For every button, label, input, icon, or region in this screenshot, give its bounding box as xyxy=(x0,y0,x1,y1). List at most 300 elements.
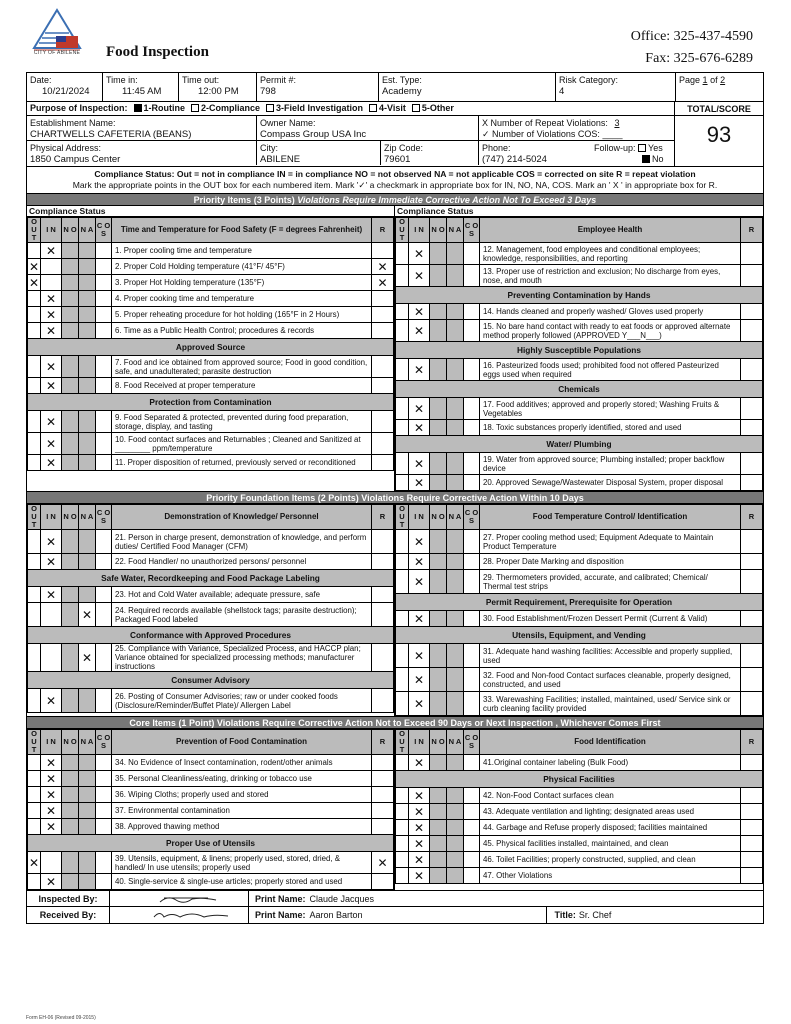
purpose-other[interactable] xyxy=(412,103,454,114)
mark-out[interactable] xyxy=(396,304,409,320)
mark-cos[interactable] xyxy=(96,259,112,275)
mark-out[interactable] xyxy=(396,820,409,836)
mark-in[interactable]: ✕ xyxy=(41,803,62,819)
mark-cos[interactable] xyxy=(96,803,112,819)
mark-na[interactable] xyxy=(79,530,96,554)
mark-repeat[interactable] xyxy=(741,453,763,475)
mark-repeat[interactable] xyxy=(372,307,394,323)
mark-in[interactable]: ✕ xyxy=(409,530,430,554)
mark-cos[interactable] xyxy=(464,836,480,852)
mark-out[interactable] xyxy=(396,530,409,554)
mark-na[interactable] xyxy=(447,570,464,594)
mark-na[interactable]: ✕ xyxy=(79,644,96,672)
mark-na[interactable] xyxy=(447,788,464,804)
mark-out[interactable] xyxy=(396,475,409,491)
mark-repeat[interactable] xyxy=(372,243,394,259)
mark-out[interactable] xyxy=(28,378,41,394)
mark-in[interactable]: ✕ xyxy=(41,307,62,323)
mark-no[interactable] xyxy=(430,243,447,265)
mark-cos[interactable] xyxy=(464,570,480,594)
mark-in[interactable]: ✕ xyxy=(409,243,430,265)
mark-no[interactable] xyxy=(62,433,79,455)
mark-repeat[interactable] xyxy=(741,820,763,836)
mark-repeat[interactable] xyxy=(741,852,763,868)
mark-cos[interactable] xyxy=(96,587,112,603)
mark-out[interactable]: ✕ xyxy=(28,852,41,874)
mark-na[interactable] xyxy=(447,359,464,381)
mark-repeat[interactable] xyxy=(741,420,763,436)
mark-cos[interactable] xyxy=(464,554,480,570)
mark-cos[interactable] xyxy=(96,689,112,713)
mark-repeat[interactable] xyxy=(372,803,394,819)
mark-no[interactable] xyxy=(62,644,79,672)
mark-na[interactable] xyxy=(447,420,464,436)
mark-cos[interactable] xyxy=(96,787,112,803)
mark-na[interactable] xyxy=(79,819,96,835)
mark-na[interactable] xyxy=(447,453,464,475)
mark-na[interactable] xyxy=(79,852,96,874)
mark-na[interactable] xyxy=(79,455,96,471)
mark-out[interactable] xyxy=(396,644,409,668)
mark-out[interactable] xyxy=(28,554,41,570)
mark-out[interactable] xyxy=(396,611,409,627)
mark-out[interactable] xyxy=(28,291,41,307)
mark-out[interactable] xyxy=(28,689,41,713)
mark-no[interactable] xyxy=(430,836,447,852)
mark-cos[interactable] xyxy=(464,668,480,692)
mark-cos[interactable] xyxy=(96,307,112,323)
mark-repeat[interactable] xyxy=(741,868,763,884)
mark-in[interactable] xyxy=(41,259,62,275)
mark-no[interactable] xyxy=(62,819,79,835)
mark-no[interactable] xyxy=(62,603,79,627)
mark-no[interactable] xyxy=(430,668,447,692)
mark-out[interactable] xyxy=(28,874,41,890)
mark-in[interactable]: ✕ xyxy=(409,304,430,320)
mark-na[interactable] xyxy=(79,874,96,890)
mark-na[interactable] xyxy=(79,307,96,323)
mark-in[interactable]: ✕ xyxy=(409,453,430,475)
mark-out[interactable] xyxy=(28,819,41,835)
mark-cos[interactable] xyxy=(464,475,480,491)
mark-no[interactable] xyxy=(62,378,79,394)
mark-no[interactable] xyxy=(62,455,79,471)
mark-out[interactable] xyxy=(396,265,409,287)
mark-na[interactable] xyxy=(79,323,96,339)
mark-in[interactable]: ✕ xyxy=(41,755,62,771)
mark-na[interactable] xyxy=(79,689,96,713)
mark-cos[interactable] xyxy=(464,692,480,716)
mark-repeat[interactable] xyxy=(372,455,394,471)
mark-no[interactable] xyxy=(62,803,79,819)
mark-cos[interactable] xyxy=(96,644,112,672)
col-header-r: R xyxy=(372,505,394,530)
mark-na[interactable] xyxy=(447,554,464,570)
mark-out[interactable] xyxy=(396,570,409,594)
mark-repeat[interactable] xyxy=(741,570,763,594)
inspection-item xyxy=(28,771,394,787)
mark-na[interactable] xyxy=(447,755,464,771)
mark-repeat[interactable] xyxy=(741,804,763,820)
mark-na[interactable] xyxy=(79,275,96,291)
mark-in[interactable]: ✕ xyxy=(409,265,430,287)
mark-repeat[interactable] xyxy=(741,755,763,771)
mark-out[interactable] xyxy=(28,433,41,455)
mark-out[interactable] xyxy=(28,307,41,323)
mark-in[interactable]: ✕ xyxy=(409,836,430,852)
item-description: 45. Physical facilities installed, maintained, and clean xyxy=(480,836,741,852)
mark-repeat[interactable] xyxy=(741,668,763,692)
mark-na[interactable] xyxy=(447,868,464,884)
mark-na[interactable] xyxy=(79,433,96,455)
mark-cos[interactable] xyxy=(464,644,480,668)
mark-na[interactable] xyxy=(79,803,96,819)
mark-na[interactable] xyxy=(447,611,464,627)
mark-cos[interactable] xyxy=(96,771,112,787)
mark-in[interactable] xyxy=(41,603,62,627)
mark-out[interactable] xyxy=(396,320,409,342)
mark-in[interactable]: ✕ xyxy=(409,398,430,420)
mark-na[interactable] xyxy=(79,259,96,275)
mark-repeat[interactable] xyxy=(741,692,763,716)
mark-in[interactable]: ✕ xyxy=(41,874,62,890)
inspection-item xyxy=(28,689,394,713)
mark-cos[interactable] xyxy=(96,243,112,259)
mark-repeat[interactable] xyxy=(741,554,763,570)
mark-out[interactable] xyxy=(28,530,41,554)
mark-out[interactable] xyxy=(396,804,409,820)
mark-in[interactable]: ✕ xyxy=(41,291,62,307)
mark-repeat[interactable] xyxy=(741,304,763,320)
mark-no[interactable] xyxy=(62,852,79,874)
mark-repeat[interactable] xyxy=(741,398,763,420)
mark-out[interactable] xyxy=(396,554,409,570)
mark-out[interactable] xyxy=(396,420,409,436)
mark-in[interactable]: ✕ xyxy=(409,420,430,436)
mark-cos[interactable] xyxy=(464,852,480,868)
mark-in[interactable]: ✕ xyxy=(409,359,430,381)
followup-no[interactable] xyxy=(594,154,671,165)
mark-cos[interactable] xyxy=(96,275,112,291)
mark-no[interactable] xyxy=(62,291,79,307)
mark-no[interactable] xyxy=(62,411,79,433)
mark-na[interactable] xyxy=(447,836,464,852)
mark-cos[interactable] xyxy=(96,378,112,394)
mark-out[interactable] xyxy=(396,243,409,265)
mark-in[interactable]: ✕ xyxy=(409,320,430,342)
mark-cos[interactable] xyxy=(464,611,480,627)
core-bar: Core Items (1 Point) Violations Require Corrective Action Not to Exceed 90 Days or Next Inspection , Whichever Comes First xyxy=(27,717,763,729)
mark-no[interactable] xyxy=(62,587,79,603)
mark-na[interactable] xyxy=(447,852,464,868)
mark-out[interactable] xyxy=(28,771,41,787)
mark-no[interactable] xyxy=(62,356,79,378)
mark-na[interactable] xyxy=(447,243,464,265)
mark-in[interactable]: ✕ xyxy=(409,611,430,627)
mark-in[interactable]: ✕ xyxy=(41,433,62,455)
mark-cos[interactable] xyxy=(464,420,480,436)
mark-na[interactable] xyxy=(79,587,96,603)
mark-na[interactable] xyxy=(447,820,464,836)
mark-cos[interactable] xyxy=(464,868,480,884)
mark-na[interactable] xyxy=(79,554,96,570)
mark-out[interactable] xyxy=(28,803,41,819)
mark-out[interactable] xyxy=(28,243,41,259)
mark-na[interactable] xyxy=(447,304,464,320)
mark-repeat[interactable]: ✕ xyxy=(372,275,394,291)
mark-no[interactable] xyxy=(62,530,79,554)
mark-no[interactable] xyxy=(430,398,447,420)
followup-yes[interactable] xyxy=(638,143,663,153)
mark-in[interactable]: ✕ xyxy=(409,554,430,570)
mark-in[interactable]: ✕ xyxy=(41,323,62,339)
mark-in[interactable]: ✕ xyxy=(41,771,62,787)
mark-no[interactable] xyxy=(430,359,447,381)
mark-na[interactable] xyxy=(79,356,96,378)
mark-repeat[interactable] xyxy=(372,771,394,787)
mark-in[interactable]: ✕ xyxy=(41,689,62,713)
mark-no[interactable] xyxy=(430,304,447,320)
mark-out[interactable] xyxy=(396,668,409,692)
mark-repeat[interactable] xyxy=(372,291,394,307)
mark-no[interactable] xyxy=(430,644,447,668)
mark-repeat[interactable] xyxy=(741,320,763,342)
mark-no[interactable] xyxy=(430,692,447,716)
mark-repeat[interactable] xyxy=(741,243,763,265)
mark-in[interactable]: ✕ xyxy=(409,644,430,668)
mark-na[interactable] xyxy=(79,291,96,307)
mark-out[interactable] xyxy=(28,755,41,771)
mark-na[interactable] xyxy=(79,787,96,803)
mark-cos[interactable] xyxy=(96,356,112,378)
mark-out[interactable] xyxy=(396,453,409,475)
mark-no[interactable] xyxy=(62,323,79,339)
mark-na[interactable] xyxy=(447,530,464,554)
mark-no[interactable] xyxy=(430,265,447,287)
mark-out[interactable]: ✕ xyxy=(28,275,40,290)
mark-out[interactable] xyxy=(396,359,409,381)
mark-out[interactable] xyxy=(396,868,409,884)
mark-no[interactable] xyxy=(430,868,447,884)
est-name-value: CHARTWELLS CAFETERIA (BEANS) xyxy=(30,129,192,140)
mark-cos[interactable] xyxy=(96,819,112,835)
mark-repeat[interactable] xyxy=(372,819,394,835)
mark-na[interactable] xyxy=(447,644,464,668)
mark-in[interactable] xyxy=(41,852,62,874)
mark-no[interactable] xyxy=(62,259,79,275)
mark-out[interactable] xyxy=(396,398,409,420)
mark-in[interactable]: ✕ xyxy=(41,530,62,554)
mark-na[interactable] xyxy=(447,265,464,287)
mark-in[interactable]: ✕ xyxy=(41,411,62,433)
risk-cell xyxy=(556,73,676,101)
mark-out[interactable] xyxy=(28,603,41,627)
mark-cos[interactable] xyxy=(96,755,112,771)
mark-cos[interactable] xyxy=(96,603,112,627)
mark-no[interactable] xyxy=(62,554,79,570)
mark-cos[interactable] xyxy=(96,554,112,570)
mark-na[interactable] xyxy=(79,378,96,394)
mark-cos[interactable] xyxy=(464,265,480,287)
mark-no[interactable] xyxy=(430,611,447,627)
mark-repeat[interactable] xyxy=(741,530,763,554)
mark-in[interactable] xyxy=(41,644,62,672)
mark-repeat[interactable] xyxy=(372,644,394,672)
mark-in[interactable]: ✕ xyxy=(409,820,430,836)
mark-no[interactable] xyxy=(430,475,447,491)
address-label: Physical Address: xyxy=(30,143,102,153)
mark-in[interactable]: ✕ xyxy=(409,570,430,594)
mark-out[interactable] xyxy=(396,788,409,804)
mark-out[interactable] xyxy=(28,587,41,603)
mark-cos[interactable] xyxy=(464,243,480,265)
mark-cos[interactable] xyxy=(464,530,480,554)
mark-no[interactable] xyxy=(430,755,447,771)
mark-out[interactable] xyxy=(396,836,409,852)
purpose-compliance[interactable] xyxy=(191,103,260,114)
mark-cos[interactable] xyxy=(464,453,480,475)
mark-in[interactable]: ✕ xyxy=(409,788,430,804)
mark-out[interactable] xyxy=(28,644,41,672)
mark-cos[interactable] xyxy=(96,323,112,339)
mark-out[interactable] xyxy=(396,692,409,716)
mark-repeat[interactable] xyxy=(372,755,394,771)
mark-in[interactable]: ✕ xyxy=(41,587,62,603)
mark-in[interactable]: ✕ xyxy=(41,356,62,378)
mark-repeat[interactable] xyxy=(372,530,394,554)
mark-in[interactable]: ✕ xyxy=(409,804,430,820)
mark-repeat[interactable] xyxy=(372,378,394,394)
mark-repeat[interactable] xyxy=(372,787,394,803)
mark-no[interactable] xyxy=(430,788,447,804)
mark-in[interactable]: ✕ xyxy=(409,668,430,692)
mark-repeat[interactable] xyxy=(372,411,394,433)
mark-na[interactable] xyxy=(79,771,96,787)
mark-cos[interactable] xyxy=(96,852,112,874)
mark-repeat[interactable] xyxy=(372,356,394,378)
mark-no[interactable] xyxy=(62,689,79,713)
mark-repeat[interactable] xyxy=(741,265,763,287)
mark-repeat[interactable] xyxy=(741,644,763,668)
mark-no[interactable] xyxy=(430,570,447,594)
mark-in[interactable]: ✕ xyxy=(41,787,62,803)
mark-out[interactable] xyxy=(28,323,41,339)
mark-no[interactable] xyxy=(62,307,79,323)
mark-na[interactable] xyxy=(79,411,96,433)
mark-repeat[interactable]: ✕ xyxy=(372,259,394,275)
mark-na[interactable] xyxy=(447,804,464,820)
purpose-field[interactable] xyxy=(266,103,363,114)
mark-na[interactable] xyxy=(447,398,464,420)
mark-cos[interactable] xyxy=(96,433,112,455)
inspection-item xyxy=(396,530,763,554)
mark-no[interactable] xyxy=(62,874,79,890)
mark-cos[interactable] xyxy=(96,874,112,890)
mark-cos[interactable] xyxy=(464,755,480,771)
mark-no[interactable] xyxy=(430,420,447,436)
mark-in[interactable]: ✕ xyxy=(41,378,62,394)
mark-repeat[interactable] xyxy=(372,587,394,603)
mark-cos[interactable] xyxy=(96,411,112,433)
mark-repeat[interactable] xyxy=(372,603,394,627)
mark-in[interactable]: ✕ xyxy=(41,243,62,259)
mark-out[interactable] xyxy=(28,356,41,378)
mark-cos[interactable] xyxy=(96,455,112,471)
mark-out[interactable] xyxy=(28,787,41,803)
mark-repeat[interactable] xyxy=(741,836,763,852)
mark-in[interactable] xyxy=(41,275,62,291)
purpose-visit[interactable] xyxy=(369,103,406,114)
mark-in[interactable]: ✕ xyxy=(41,455,62,471)
mark-out[interactable] xyxy=(28,411,41,433)
mark-repeat[interactable] xyxy=(372,323,394,339)
mark-cos[interactable] xyxy=(464,788,480,804)
mark-cos[interactable] xyxy=(464,320,480,342)
mark-na[interactable] xyxy=(447,475,464,491)
mark-out[interactable] xyxy=(28,455,41,471)
mark-cos[interactable] xyxy=(464,398,480,420)
mark-cos[interactable] xyxy=(96,291,112,307)
permit-cell xyxy=(257,73,379,101)
mark-no[interactable] xyxy=(430,530,447,554)
mark-no[interactable] xyxy=(62,755,79,771)
mark-repeat[interactable] xyxy=(372,433,394,455)
purpose-routine[interactable] xyxy=(134,103,186,114)
mark-cos[interactable] xyxy=(464,359,480,381)
mark-repeat[interactable]: ✕ xyxy=(372,852,394,874)
mark-repeat[interactable] xyxy=(741,611,763,627)
mark-no[interactable] xyxy=(62,243,79,259)
mark-out[interactable] xyxy=(396,755,409,771)
mark-cos[interactable] xyxy=(464,820,480,836)
mark-no[interactable] xyxy=(62,275,79,291)
mark-na[interactable] xyxy=(447,668,464,692)
mark-out[interactable] xyxy=(396,852,409,868)
items-table xyxy=(27,504,394,713)
mark-in[interactable]: ✕ xyxy=(409,692,430,716)
mark-no[interactable] xyxy=(430,554,447,570)
mark-repeat[interactable] xyxy=(741,788,763,804)
mark-repeat[interactable] xyxy=(372,689,394,713)
mark-in[interactable]: ✕ xyxy=(409,755,430,771)
mark-no[interactable] xyxy=(430,804,447,820)
mark-repeat[interactable] xyxy=(372,874,394,890)
mark-na[interactable]: ✕ xyxy=(79,603,96,627)
mark-repeat[interactable] xyxy=(741,359,763,381)
mark-no[interactable] xyxy=(430,852,447,868)
mark-na[interactable] xyxy=(79,243,96,259)
mark-na[interactable] xyxy=(447,320,464,342)
mark-repeat[interactable] xyxy=(372,554,394,570)
mark-in[interactable]: ✕ xyxy=(41,819,62,835)
mark-cos[interactable] xyxy=(464,304,480,320)
mark-na[interactable] xyxy=(79,755,96,771)
mark-in[interactable]: ✕ xyxy=(409,852,430,868)
mark-no[interactable] xyxy=(430,320,447,342)
mark-no[interactable] xyxy=(430,820,447,836)
mark-no[interactable] xyxy=(62,771,79,787)
mark-repeat[interactable] xyxy=(741,475,763,491)
mark-in[interactable]: ✕ xyxy=(409,475,430,491)
mark-na[interactable] xyxy=(447,692,464,716)
mark-cos[interactable] xyxy=(464,804,480,820)
mark-in[interactable]: ✕ xyxy=(41,554,62,570)
mark-out[interactable]: ✕ xyxy=(28,259,40,274)
mark-no[interactable] xyxy=(62,787,79,803)
mark-cos[interactable] xyxy=(96,530,112,554)
mark-no[interactable] xyxy=(430,453,447,475)
mark-in[interactable]: ✕ xyxy=(409,868,430,884)
